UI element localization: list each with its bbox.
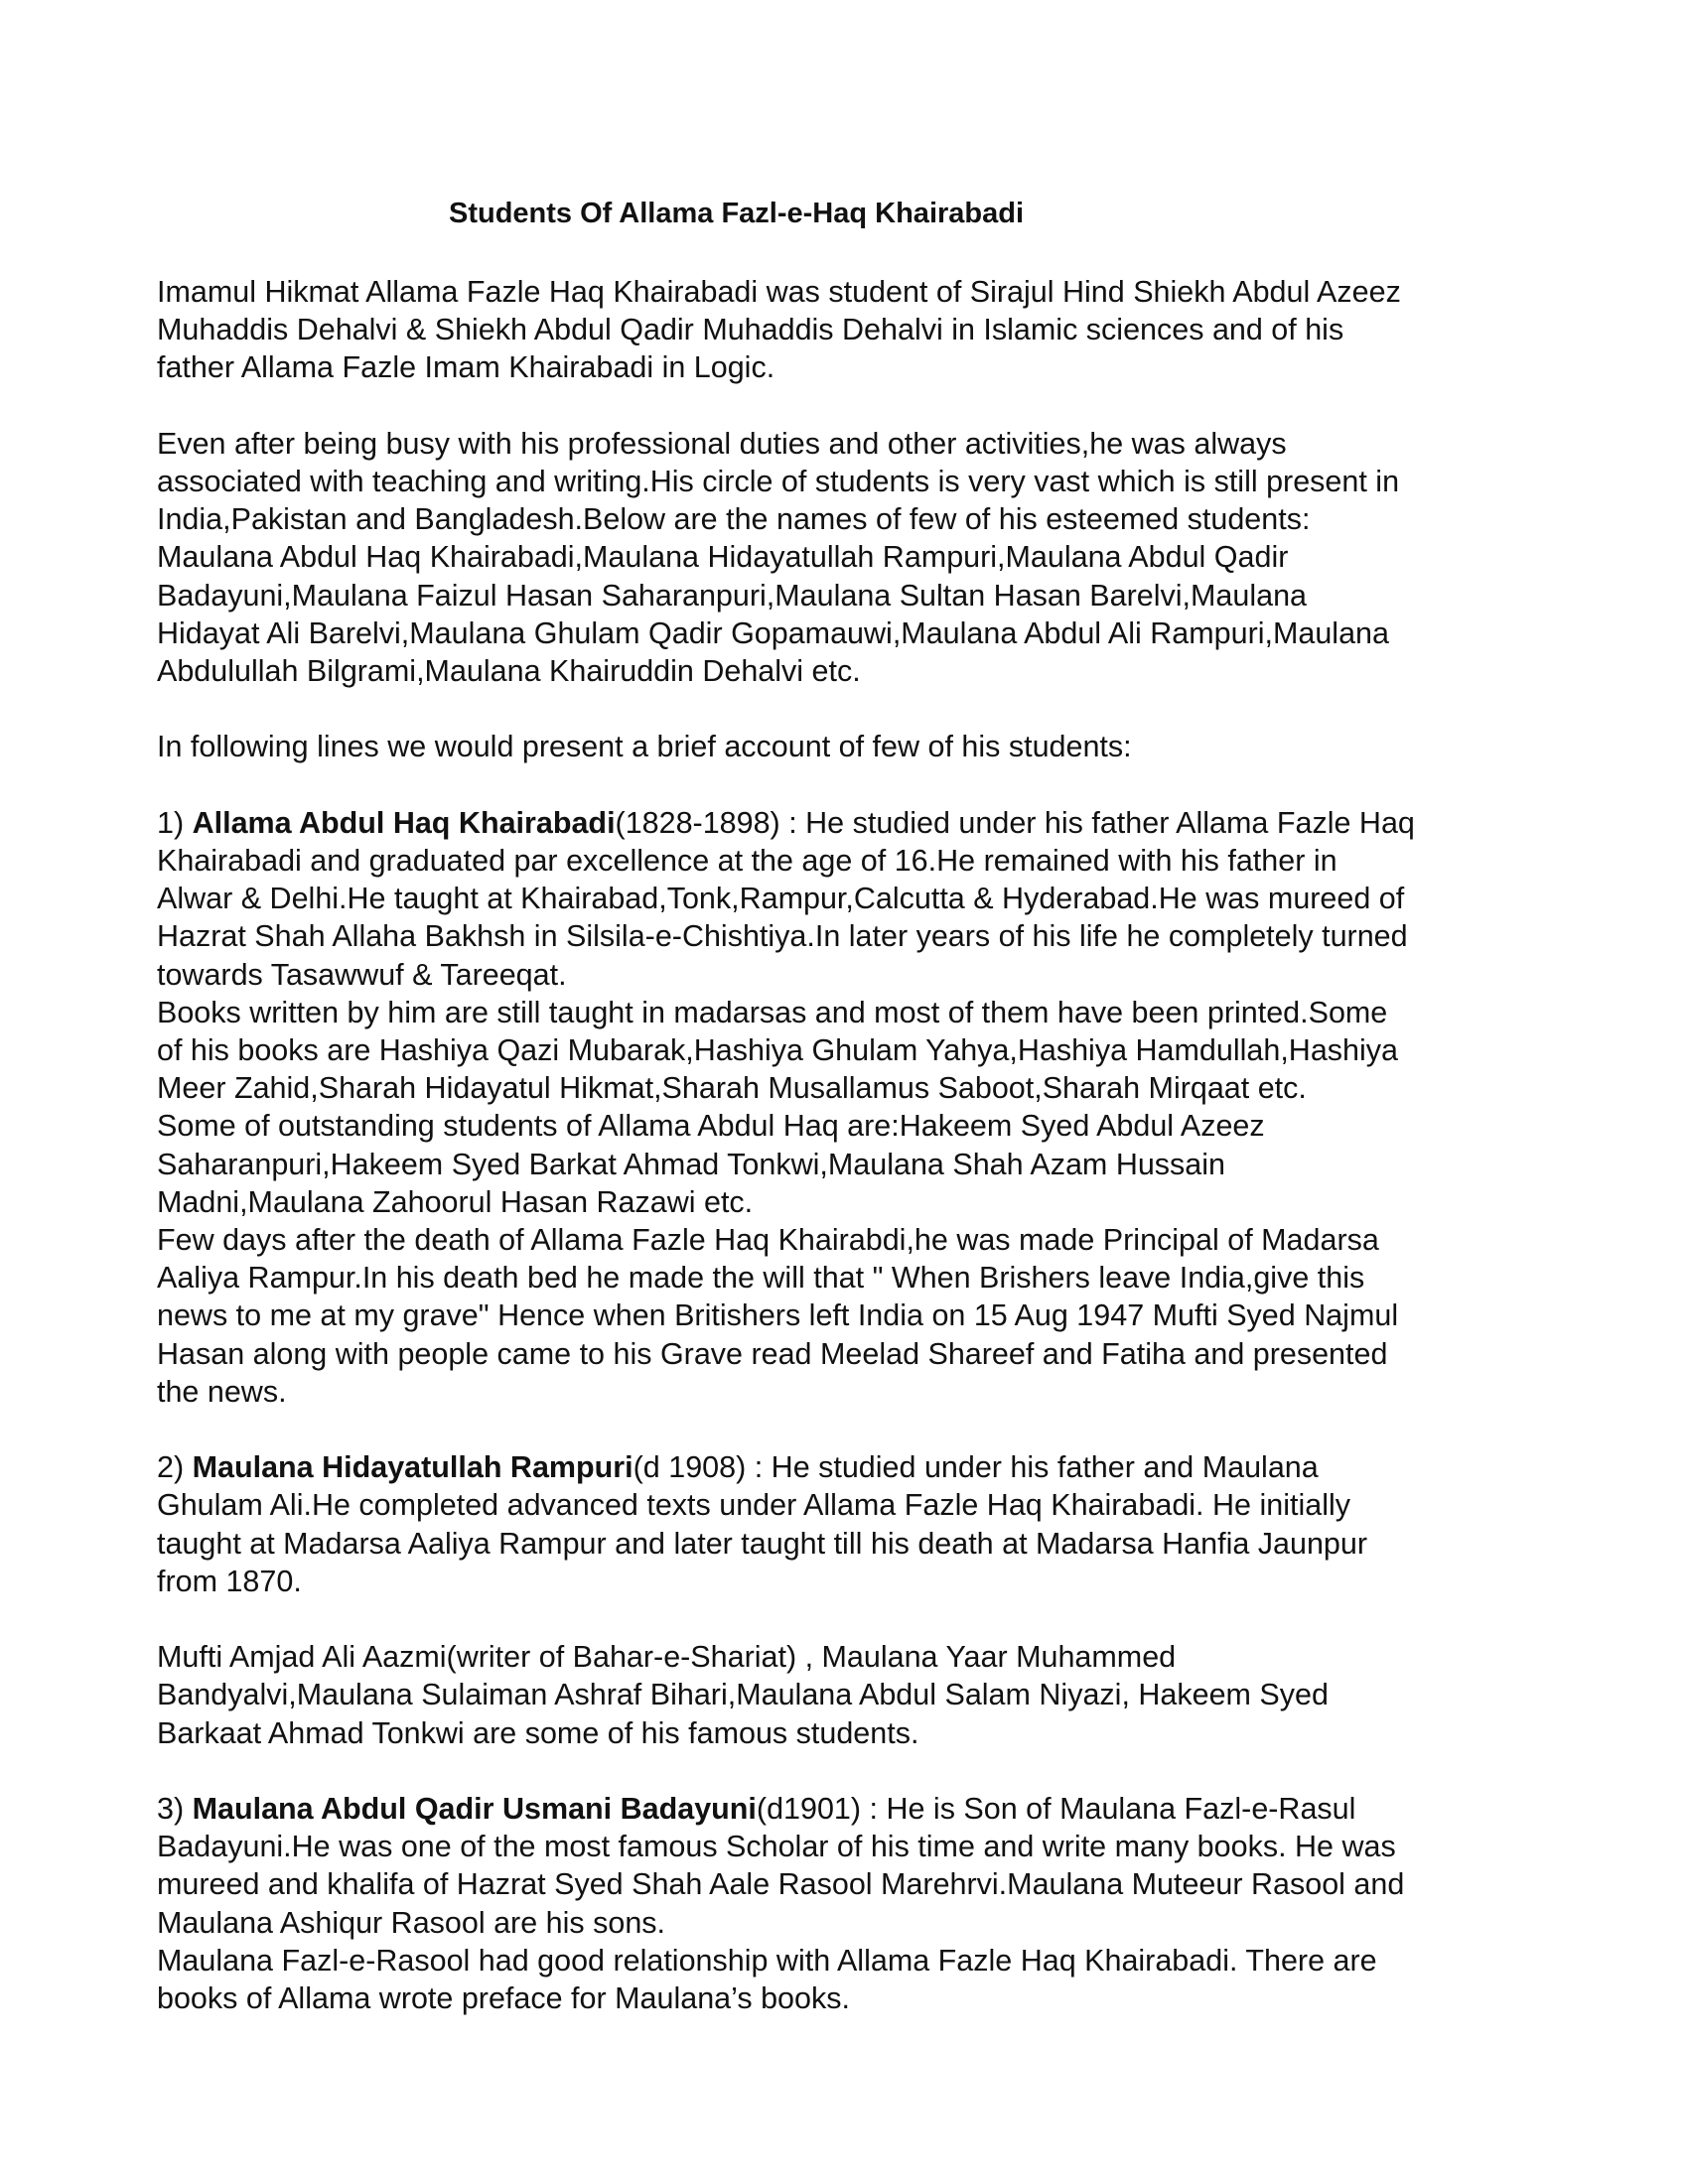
- text-line: Maulana Abdul Haq Khairabadi,Maulana Hidayatullah Rampuri,Maulana Abdul Qadir: [157, 540, 1289, 575]
- text-line: Alwar & Delhi.He taught at Khairabad,Tonk,Rampur,Calcutta & Hyderabad.He was mureed of: [157, 882, 1405, 916]
- text-line: Maulana Fazl-e-Rasool had good relationship with Allama Fazle Haq Khairabadi. There are: [157, 1943, 1377, 1978]
- section-number: 2): [157, 1450, 193, 1485]
- text-line: Meer Zahid,Sharah Hidayatul Hikmat,Sharah Musallamus Saboot,Sharah Mirqaat etc.: [157, 1071, 1307, 1106]
- section-number: 1): [157, 805, 193, 840]
- text-line: Muhaddis Dehalvi & Shiekh Abdul Qadir Muhaddis Dehalvi in Islamic sciences and of his: [157, 313, 1344, 347]
- text-line: mureed and khalifa of Hazrat Syed Shah Aale Rasool Marehrvi.Maulana Muteeur Rasool and: [157, 1867, 1405, 1902]
- text-line: India,Pakistan and Bangladesh.Below are the names of few of his esteemed students:: [157, 502, 1311, 537]
- text-line: Mufti Amjad Ali Aazmi(writer of Bahar-e-Shariat) , Maulana Yaar Muhammed: [157, 1640, 1177, 1675]
- student-section-3: [157, 1790, 1567, 2017]
- text-line: books of Allama wrote preface for Maulana’s books.: [157, 1981, 850, 2016]
- text-line: Hazrat Shah Allaha Bakhsh in Silsila-e-Chishtiya.In later years of his life he completely turned: [157, 919, 1408, 954]
- text-line: Books written by him are still taught in madarsas and most of them have been printed.Some: [157, 995, 1388, 1029]
- text-line: towards Tasawwuf & Tareeqat.: [157, 957, 567, 992]
- student-name: Allama Abdul Haq Khairabadi: [192, 805, 616, 840]
- text-line: Aaliya Rampur.In his death bed he made the will that " When Brishers leave India,give this: [157, 1261, 1365, 1296]
- student-section-2: [157, 1448, 1567, 1600]
- document-body: [157, 273, 1567, 2017]
- text-line: from 1870.: [157, 1564, 302, 1598]
- section-heading-rest: (d 1908) : He studied under his father and Maulana: [633, 1450, 1319, 1485]
- section-2-students-paragraph: [157, 1638, 1567, 1752]
- text-line: Khairabadi and graduated par excellence at the age of 16.He remained with his father in: [157, 844, 1337, 878]
- student-section-1: [157, 804, 1567, 1411]
- document-title: Students Of Allama Fazl-e-Haq Khairabadi: [449, 198, 1025, 229]
- section-heading-rest: (1828-1898) : He studied under his father Allama Fazle Haq: [615, 805, 1415, 840]
- text-line: taught at Madarsa Aaliya Rampur and later taught till his death at Madarsa Hanfia Jaunpur: [157, 1526, 1368, 1561]
- section-heading-line: [157, 1790, 1567, 1828]
- text-line: Some of outstanding students of Allama Abdul Haq are:Hakeem Syed Abdul Azeez: [157, 1109, 1265, 1144]
- text-line: Madni,Maulana Zahoorul Hasan Razawi etc.: [157, 1184, 754, 1219]
- text-line: Barkaat Ahmad Tonkwi are some of his famous students.: [157, 1715, 919, 1750]
- section-heading-line: [157, 804, 1567, 842]
- text-line: Badayuni,Maulana Faizul Hasan Saharanpuri,Maulana Sultan Hasan Barelvi,Maulana: [157, 578, 1308, 613]
- text-line: Abdulullah Bilgrami,Maulana Khairuddin Dehalvi etc.: [157, 654, 861, 689]
- text-line: associated with teaching and writing.His circle of students is very vast which is still present in: [157, 465, 1400, 498]
- text-line: news to me at my grave" Hence when Britishers left India on 15 Aug 1947 Mufti Syed Najmul: [157, 1298, 1399, 1333]
- students-overview-paragraph: [157, 425, 1567, 690]
- text-line: Imamul Hikmat Allama Fazle Haq Khairabadi was student of Sirajul Hind Shiekh Abdul Azeez: [157, 275, 1401, 309]
- section-heading-line: [157, 1448, 1567, 1486]
- section-heading-rest: (d1901) : He is Son of Maulana Fazl-e-Rasul: [756, 1792, 1356, 1827]
- text-line: Bandyalvi,Maulana Sulaiman Ashraf Bihari,Maulana Abdul Salam Niyazi, Hakeem Syed: [157, 1678, 1329, 1712]
- text-line: of his books are Hashiya Qazi Mubarak,Hashiya Ghulam Yahya,Hashiya Hamdullah,Hashiya: [157, 1033, 1398, 1068]
- intro-paragraph: [157, 273, 1567, 387]
- text-line: Badayuni.He was one of the most famous Scholar of his time and write many books. He was: [157, 1830, 1396, 1864]
- text-line: father Allama Fazle Imam Khairabadi in Logic.: [157, 350, 775, 385]
- text-line: the news.: [157, 1374, 287, 1409]
- text-line: Hidayat Ali Barelvi,Maulana Ghulam Qadir Gopamauwi,Maulana Abdul Ali Rampuri,Maulana: [157, 615, 1389, 650]
- student-name: Maulana Hidayatullah Rampuri: [192, 1450, 633, 1485]
- student-name: Maulana Abdul Qadir Usmani Badayuni: [192, 1792, 757, 1827]
- section-number: 3): [157, 1792, 193, 1827]
- text-line: Maulana Ashiqur Rasool are his sons.: [157, 1905, 666, 1940]
- text-line: In following lines we would present a brief account of few of his students:: [157, 730, 1132, 764]
- text-line: Saharanpuri,Hakeem Syed Barkat Ahmad Tonkwi,Maulana Shah Azam Hussain: [157, 1147, 1226, 1181]
- text-line: Hasan along with people came to his Grave read Meelad Shareef and Fatiha and presented: [157, 1336, 1388, 1371]
- lead-in-paragraph: [157, 728, 1567, 765]
- text-line: Few days after the death of Allama Fazle Haq Khairabdi,he was made Principal of Madarsa: [157, 1223, 1379, 1258]
- text-line: Ghulam Ali.He completed advanced texts under Allama Fazle Haq Khairabadi. He initially: [157, 1488, 1350, 1523]
- text-line: Even after being busy with his professional duties and other activities,he was always: [157, 426, 1287, 461]
